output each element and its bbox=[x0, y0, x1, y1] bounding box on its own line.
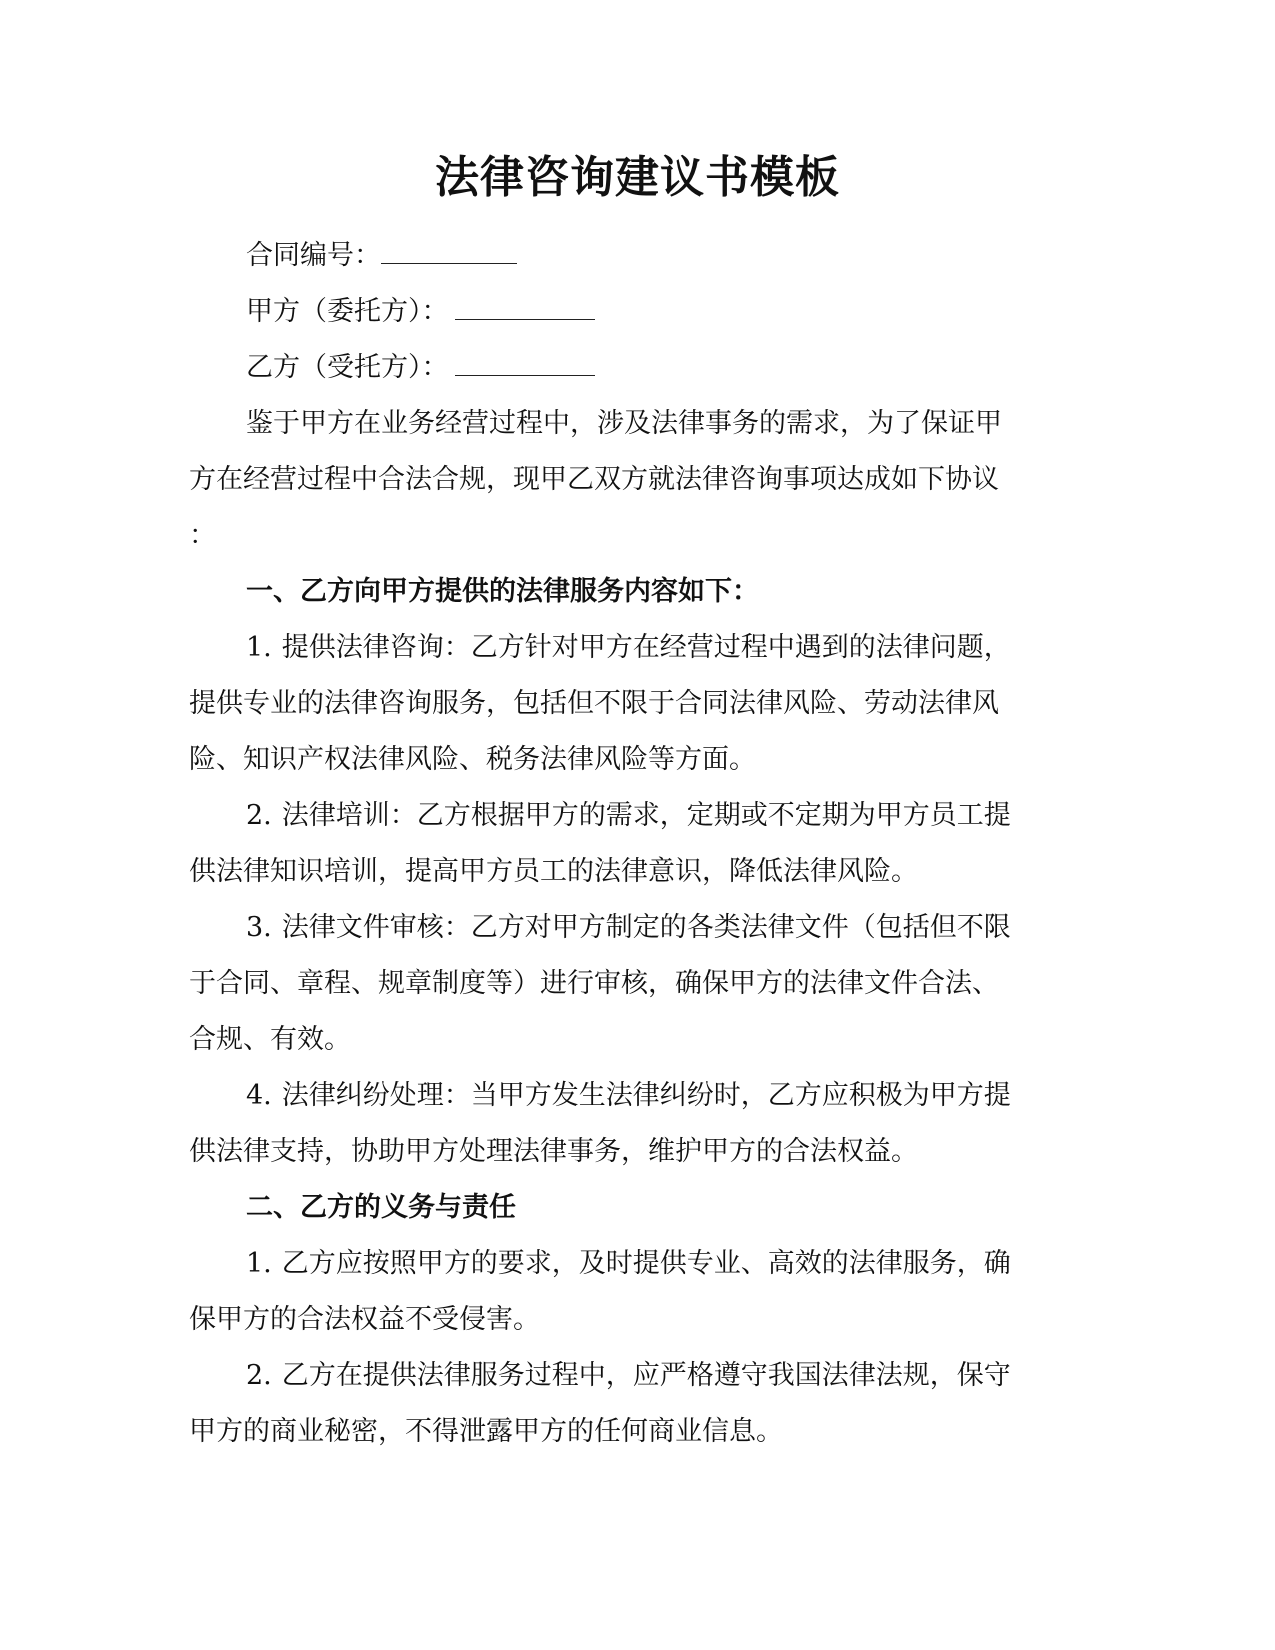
text-line bbox=[189, 788, 1083, 844]
clause-number: 2. bbox=[246, 1360, 272, 1391]
clause-item bbox=[189, 900, 1083, 1068]
blank-line bbox=[381, 237, 517, 264]
blank-line bbox=[455, 349, 595, 376]
section-heading: 一、乙方向甲方提供的法律服务内容如下： bbox=[246, 576, 759, 607]
text-line: 于合同、章程、规章制度等）进行审核，确保甲方的法律文件合法、 bbox=[189, 968, 999, 999]
field-label: 乙方（受托方）： bbox=[246, 352, 449, 383]
clause-item bbox=[189, 1068, 1083, 1180]
clause-number: 4. bbox=[246, 1080, 272, 1111]
text-line: 合规、有效。 bbox=[189, 1024, 351, 1055]
clause-text: 乙方应按照甲方的要求，及时提供专业、高效的法律服务，确 bbox=[281, 1248, 1011, 1279]
clause-text: 乙方在提供法律服务过程中，应严格遵守我国法律法规，保守 bbox=[281, 1360, 1011, 1391]
clause-text: 法律培训：乙方根据甲方的需求，定期或不定期为甲方员工提 bbox=[281, 800, 1011, 831]
clause-item bbox=[189, 1348, 1083, 1460]
text-line bbox=[189, 1348, 1083, 1404]
text-line bbox=[189, 1068, 1083, 1124]
text-line: 方在经营过程中合法合规，现甲乙双方就法律咨询事项达成如下协议 bbox=[189, 464, 999, 495]
text-line: 鉴于甲方在业务经营过程中，涉及法律事务的需求，为了保证甲 bbox=[246, 408, 1002, 439]
text-line: 保甲方的合法权益不受侵害。 bbox=[189, 1304, 540, 1335]
clause-number: 1. bbox=[246, 632, 272, 663]
clause-number: 2. bbox=[246, 800, 272, 831]
text-line: 供法律支持，协助甲方处理法律事务，维护甲方的合法权益。 bbox=[189, 1136, 918, 1167]
clause-text: 提供法律咨询：乙方针对甲方在经营过程中遇到的法律问题， bbox=[281, 632, 1011, 663]
text-line bbox=[189, 1236, 1083, 1292]
text-line bbox=[189, 620, 1083, 676]
clause-number: 3. bbox=[246, 912, 272, 943]
clause-text: 法律文件审核：乙方对甲方制定的各类法律文件（包括但不限 bbox=[281, 912, 1011, 943]
clause-item bbox=[189, 1236, 1083, 1348]
clause-number: 1. bbox=[246, 1248, 272, 1279]
text-line: 险、知识产权法律风险、税务法律风险等方面。 bbox=[189, 744, 756, 775]
clause-item bbox=[189, 788, 1083, 900]
document-title: 法律咨询建议书模板 bbox=[435, 152, 840, 203]
text-line bbox=[189, 900, 1083, 956]
blank-line bbox=[455, 293, 595, 320]
field-contract-number bbox=[189, 228, 1083, 284]
text-line: 供法律知识培训，提高甲方员工的法律意识，降低法律风险。 bbox=[189, 856, 918, 887]
field-label: 合同编号： bbox=[246, 240, 381, 271]
clause-item bbox=[189, 620, 1083, 788]
field-label: 甲方（委托方）： bbox=[246, 296, 449, 327]
clause-text: 法律纠纷处理：当甲方发生法律纠纷时，乙方应积极为甲方提 bbox=[281, 1080, 1011, 1111]
section-heading: 二、乙方的义务与责任 bbox=[246, 1192, 516, 1223]
intro-paragraph bbox=[189, 396, 1083, 564]
text-line: 提供专业的法律咨询服务，包括但不限于合同法律风险、劳动法律风 bbox=[189, 688, 999, 719]
field-party-b bbox=[189, 340, 1083, 396]
text-line: ： bbox=[189, 520, 216, 551]
text-line: 甲方的商业秘密，不得泄露甲方的任何商业信息。 bbox=[189, 1416, 783, 1447]
document-body bbox=[189, 228, 1083, 1460]
field-party-a bbox=[189, 284, 1083, 340]
